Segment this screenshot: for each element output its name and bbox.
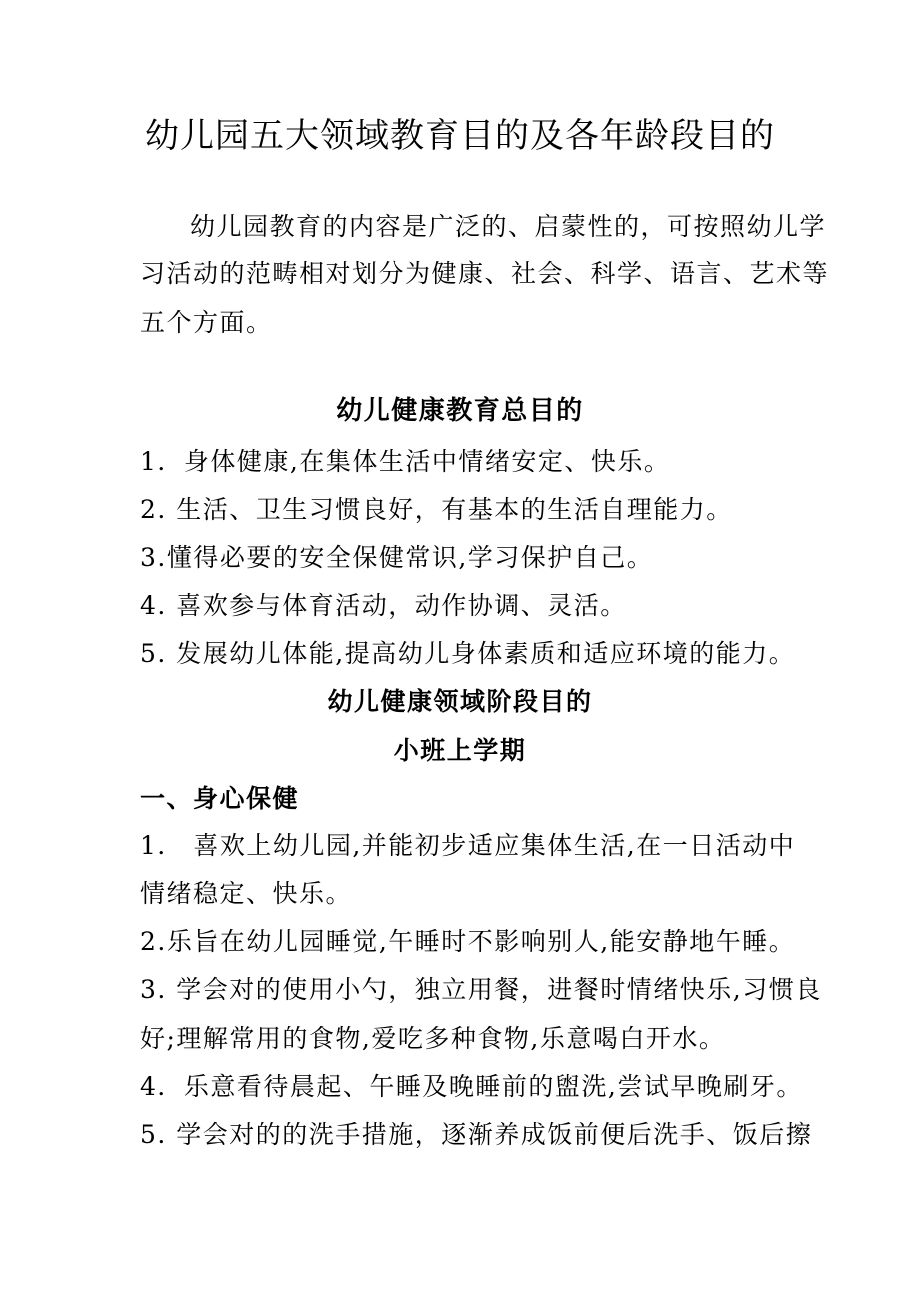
stage-line-5: 好;理解常用的食物,爱吃多种食物,乐意喝白开水。 [140,1024,726,1053]
stage-line-6: 4．乐意看待晨起、午睡及晚睡前的盥洗,尝试早晚刷牙。 [140,1072,803,1101]
document-title: 幼儿园五大领域教育目的及各年龄段目的 [145,116,775,156]
health-goal-item-3: 3.懂得必要的安全保健常识,学习保护自己。 [140,543,654,572]
intro-line-2: 习活动的范畴相对划分为健康、社会、科学、语言、艺术等 [140,259,830,288]
health-goal-item-1: 1．身体健康,在集体生活中情绪安定、快乐。 [140,447,671,476]
intro-line-1: 幼儿园教育的内容是广泛的、启蒙性的，可按照幼儿学 [190,212,827,241]
stage-subheading: 小班上学期 [393,736,527,765]
stage-line-3: 2.乐旨在幼儿园睡觉,午睡时不影响别人,能安静地午睡。 [140,927,796,956]
section-title: 一、身心保健 [140,784,300,813]
stage-line-2: 情绪稳定、快乐。 [140,879,353,908]
health-goal-item-2: 2. 生活、卫生习惯良好，有基本的生活自理能力。 [140,495,733,524]
health-goal-item-4: 4. 喜欢参与体育活动，动作协调、灵活。 [140,591,627,620]
stage-line-7: 5. 学会对的的洗手措施，逐渐养成饭前便后洗手、饭后擦 [140,1120,813,1149]
stage-line-4: 3. 学会对的使用小勺，独立用餐，进餐时情绪快乐,习惯良 [140,975,822,1004]
stage-goals-heading: 幼儿健康领域阶段目的 [327,687,593,716]
health-goals-heading: 幼儿健康教育总目的 [336,396,584,426]
health-goal-item-5: 5. 发展幼儿体能,提高幼儿身体素质和适应环境的能力。 [140,639,796,668]
intro-line-3: 五个方面。 [140,308,273,337]
stage-line-1: 1． 喜欢上幼儿园,并能初步适应集体生活,在一日活动中 [140,831,796,860]
